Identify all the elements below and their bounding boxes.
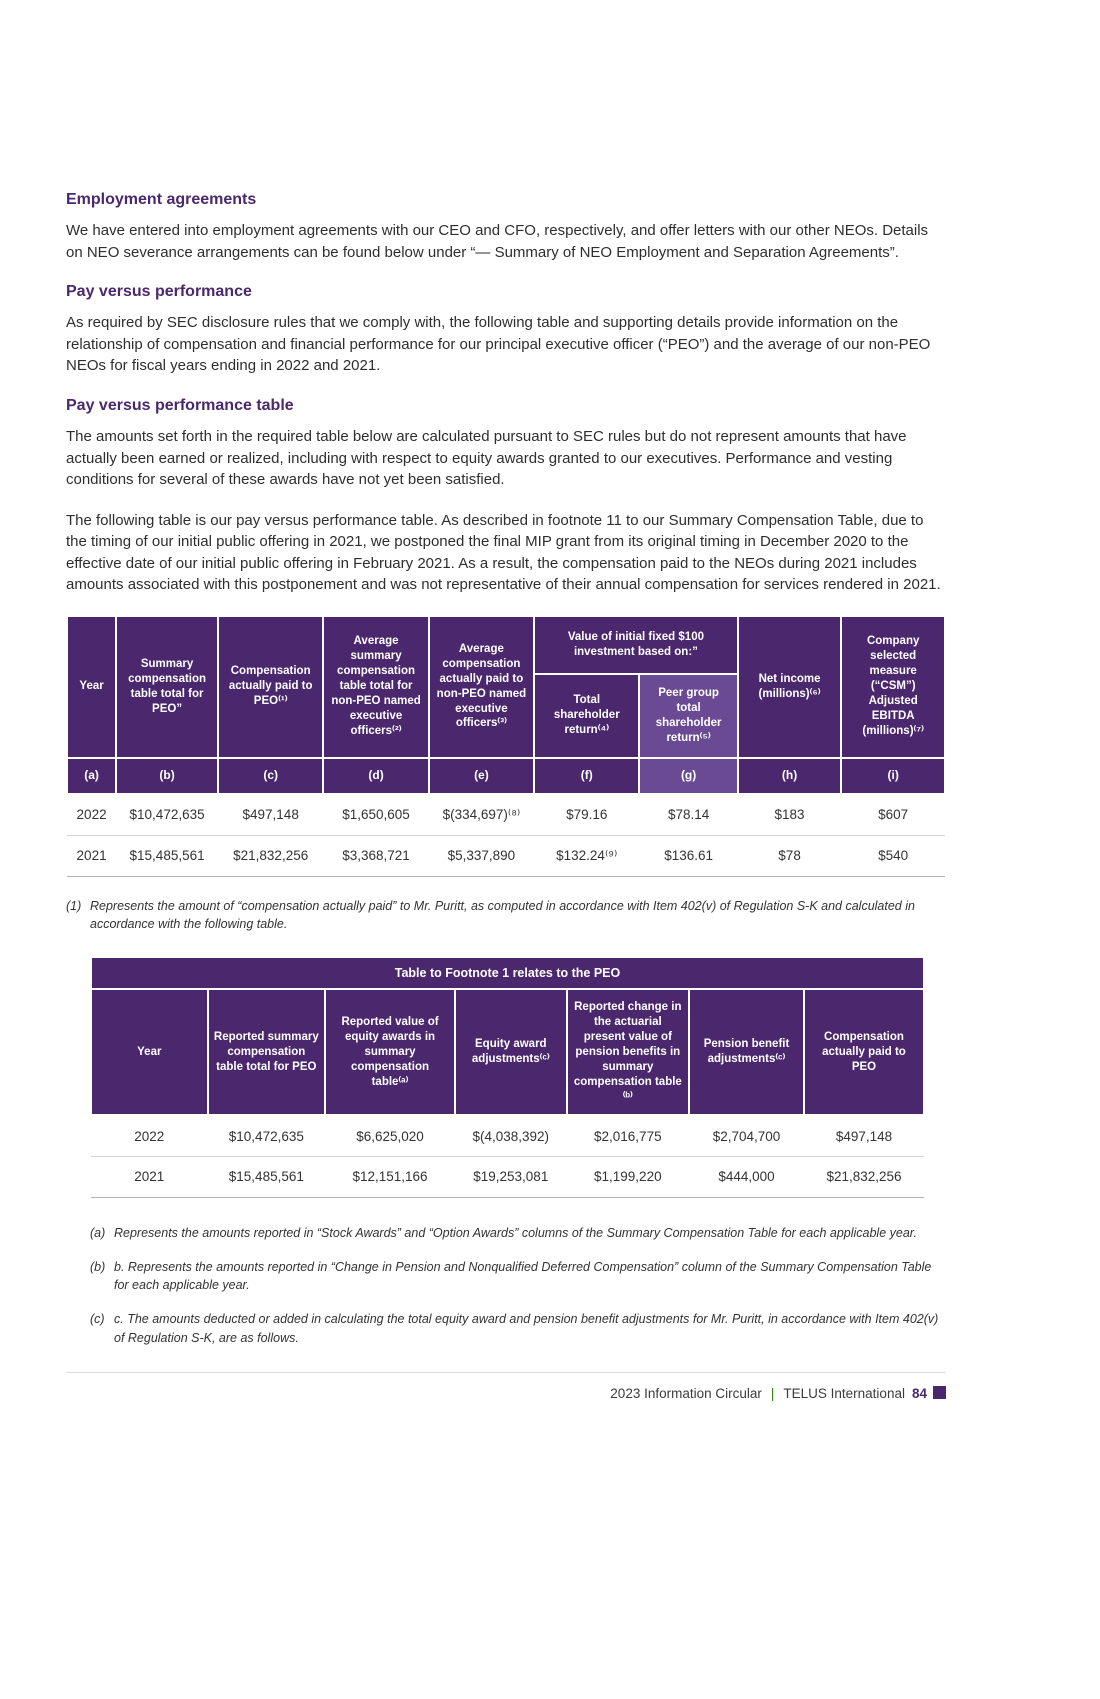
col-header-comp-actually-paid-peo: Compensation actually paid to PEO⁽¹⁾ <box>218 616 323 758</box>
table-cell: $540 <box>841 835 945 876</box>
table-cell: $497,148 <box>218 794 323 836</box>
table-cell: $444,000 <box>689 1156 804 1197</box>
footnote-1-peo-table <box>90 956 925 1198</box>
col-letter-c: (c) <box>218 758 323 794</box>
table-row-2021 <box>67 835 945 876</box>
paragraph-amounts-note: The amounts set forth in the required table below are calculated pursuant to SEC rules but do not represent amounts that have actually been earned or realized, including with respect to equity awards granted to our executives. Performance and vesting conditions for several of these awards have not yet been satisfied. <box>66 428 907 489</box>
footer-brand: TELUS International <box>783 1386 905 1401</box>
table-cell: $1,199,220 <box>567 1156 689 1197</box>
table-cell: $3,368,721 <box>323 835 428 876</box>
table-cell: $78.14 <box>639 794 737 836</box>
col-header-equity-award-adjustments: Equity award adjustments⁽ᶜ⁾ <box>455 989 567 1115</box>
col-header-summary-comp-peo: Summary compensation table total for PEO” <box>116 616 218 758</box>
footnote-a-text: Represents the amounts reported in “Stock Awards” and “Option Awards” columns of the Summary Compensation Table for each applicable year. <box>114 1225 917 1240</box>
table-cell: $19,253,081 <box>455 1156 567 1197</box>
col-header-peer-group-return: Peer group total shareholder return⁽⁵⁾ <box>639 674 737 758</box>
heading-pay-versus-performance-table: Pay versus performance table <box>66 396 294 414</box>
table-cell: $2,016,775 <box>567 1115 689 1156</box>
paragraph-pvp-intro: As required by SEC disclosure rules that we comply with, the following table and supporting details provide information on the relationship of compensation and financial performance for our principal executive officer (“PEO”) and the average of our non-PEO NEOs for fiscal years ending in 2022 and 2021. <box>66 314 931 375</box>
table-cell: $5,337,890 <box>429 835 534 876</box>
table-cell: $12,151,166 <box>325 1156 455 1197</box>
table-cell: $1,650,605 <box>323 794 428 836</box>
table-cell: $136.61 <box>639 835 737 876</box>
table-cell: $2,704,700 <box>689 1115 804 1156</box>
footnote-a-label: (a) <box>90 1225 106 1240</box>
table-cell: $15,485,561 <box>116 835 218 876</box>
table-cell: 2022 <box>67 794 116 836</box>
page-content <box>66 190 946 1363</box>
heading-pay-versus-performance: Pay versus performance <box>66 283 252 301</box>
footnotes-abc <box>90 1224 946 1348</box>
brand-square-icon <box>933 1386 946 1399</box>
table-cell: 2022 <box>91 1115 208 1156</box>
table-cell: $(334,697)⁽⁸⁾ <box>429 794 534 836</box>
col-header-reported-equity-awards: Reported value of equity awards in summary compensation table⁽ᵃ⁾ <box>325 989 455 1115</box>
table-cell: $15,485,561 <box>208 1156 325 1197</box>
heading-employment-agreements: Employment agreements <box>66 191 257 208</box>
table-row-2021 <box>91 1156 924 1197</box>
table-cell: $10,472,635 <box>116 794 218 836</box>
page-number: 84 <box>911 1386 927 1401</box>
table-cell: $607 <box>841 794 945 836</box>
footnote-b-label: (b) <box>90 1259 106 1274</box>
table-cell: $6,625,020 <box>325 1115 455 1156</box>
table-cell: 2021 <box>67 835 116 876</box>
col-header-pension-present-value-change: Reported change in the actuarial present value of pension benefits in summary compensation table ⁽ᵇ⁾ <box>567 989 689 1115</box>
table-cell: $10,472,635 <box>208 1115 325 1156</box>
footnote-b <box>90 1258 946 1296</box>
table-cell: 2021 <box>91 1156 208 1197</box>
col-header-comp-actually-paid-peo: Compensation actually paid to PEO <box>804 989 924 1115</box>
table-cell: $497,148 <box>804 1115 924 1156</box>
col-letter-b: (b) <box>116 758 218 794</box>
col-header-total-shareholder-return: Total shareholder return⁽⁴⁾ <box>534 674 639 758</box>
table-cell: $78 <box>738 835 842 876</box>
footnote-1-label: (1) <box>66 898 82 913</box>
col-letter-f: (f) <box>534 758 639 794</box>
table-row-2022 <box>91 1115 924 1156</box>
paragraph-employment: We have entered into employment agreements with our CEO and CFO, respectively, and offer letters with our other NEOs. Details on NEO severance arrangements can be found below under “— Summary of NEO Employment and Separation Agreements”. <box>66 222 929 261</box>
footnote-table-title: Table to Footnote 1 relates to the PEO <box>91 957 924 989</box>
footnote-a <box>90 1224 946 1243</box>
col-header-reported-summary-comp: Reported summary compensation table total for PEO <box>208 989 325 1115</box>
table-cell: $21,832,256 <box>218 835 323 876</box>
col-header-net-income: Net income (millions)⁽⁶⁾ <box>738 616 842 758</box>
table-row-2022 <box>67 794 945 836</box>
col-letter-i: (i) <box>841 758 945 794</box>
col-letter-a: (a) <box>67 758 116 794</box>
pay-versus-performance-table <box>66 615 946 877</box>
footer-document-title: 2023 Information Circular <box>610 1386 762 1401</box>
col-letter-d: (d) <box>323 758 428 794</box>
paragraph-pvp-description: The following table is our pay versus performance table. As described in footnote 11 to our Summary Compensation Table, due to the timing of our initial public offering in 2021, we postponed the final MIP grant from its original timing in December 2020 to the effective date of our initial public offering in February 2021. As a result, the compensation paid to the NEOs during 2021 includes amounts associated with this postponement and was not representative of their annual compensation for services rendered in 2021. <box>66 511 941 594</box>
table-cell: $(4,038,392) <box>455 1115 567 1156</box>
footnote-c-text: c. The amounts deducted or added in calculating the total equity award and pension benefit adjustments for Mr. Puritt, in accordance with Item 402(v) of Regulation S-K, are as follows. <box>114 1312 939 1345</box>
col-header-pension-benefit-adjustments: Pension benefit adjustments⁽ᶜ⁾ <box>689 989 804 1115</box>
col-header-year: Year <box>67 616 116 758</box>
page-footer <box>66 1372 946 1401</box>
footer-separator: | <box>770 1386 775 1401</box>
col-letter-e: (e) <box>429 758 534 794</box>
table-cell: $79.16 <box>534 794 639 836</box>
col-header-initial-investment-span: Value of initial fixed $100 investment based on:” <box>534 616 738 674</box>
col-header-csm-adjusted-ebitda: Company selected measure (“CSM”) Adjusted EBITDA (millions)⁽⁷⁾ <box>841 616 945 758</box>
table-cell: $132.24⁽⁹⁾ <box>534 835 639 876</box>
footnote-1 <box>66 897 946 935</box>
footnote-b-text: b. Represents the amounts reported in “Change in Pension and Nonqualified Deferred Compensation” column of the Summary Compensation Table for each applicable year. <box>114 1259 932 1293</box>
footnote-c-label: (c) <box>90 1312 105 1327</box>
col-letter-g: (g) <box>639 758 737 794</box>
col-letter-h: (h) <box>738 758 842 794</box>
col-header-year: Year <box>91 989 208 1115</box>
table-cell: $183 <box>738 794 842 836</box>
footnote-c <box>90 1310 946 1348</box>
col-header-avg-comp-paid-non-peo: Average compensation actually paid to non-PEO named executive officers⁽³⁾ <box>429 616 534 758</box>
footnote-1-text: Represents the amount of “compensation actually paid” to Mr. Puritt, as computed in accordance with Item 402(v) of Regulation S-K and calculated in accordance with the following table. <box>90 898 915 932</box>
col-header-avg-summary-comp-non-peo: Average summary compensation table total for non-PEO named executive officers⁽²⁾ <box>323 616 428 758</box>
table-cell: $21,832,256 <box>804 1156 924 1197</box>
